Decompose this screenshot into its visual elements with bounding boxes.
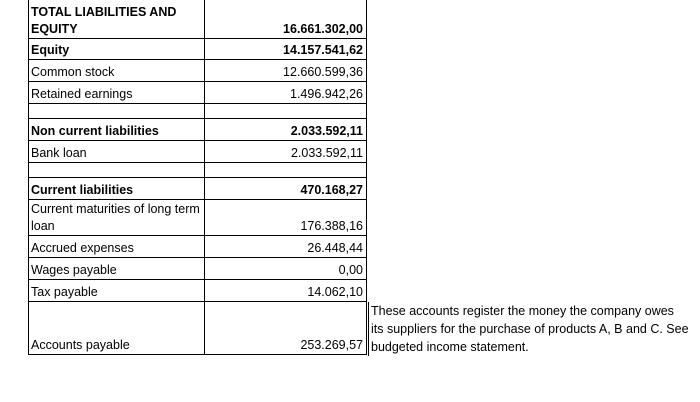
accounts-payable-label: Accounts payable [29, 301, 205, 354]
bank-loan-value: 2.033.592,11 [205, 140, 367, 162]
retained-earnings-value: 1.496.942,26 [205, 81, 367, 103]
table-row [29, 235, 367, 257]
table-row [29, 140, 367, 162]
accounts-payable-value: 253.269,57 [205, 301, 367, 354]
common-stock-value: 12.660.599,36 [205, 59, 367, 81]
non-current-header-row [29, 118, 367, 140]
bank-loan-label: Bank loan [29, 140, 205, 162]
table-row [29, 279, 367, 301]
total-value: 16.661.302,00 [205, 0, 367, 38]
current-value: 470.168,27 [205, 177, 367, 199]
total-label: TOTAL LIABILITIES AND EQUITY [29, 0, 205, 38]
liabilities-equity-table [28, 0, 367, 355]
non-current-label: Non current liabilities [29, 118, 205, 140]
liabilities-table-container [28, 0, 367, 355]
wages-payable-value: 0,00 [205, 257, 367, 279]
spacer-row [29, 162, 367, 177]
total-row [29, 0, 367, 38]
table-row [29, 199, 367, 235]
common-stock-label: Common stock [29, 59, 205, 81]
accounts-payable-note [368, 302, 689, 356]
spacer-row [29, 103, 367, 118]
equity-value: 14.157.541,62 [205, 38, 367, 59]
accrued-expenses-label: Accrued expenses [29, 235, 205, 257]
wages-payable-label: Wages payable [29, 257, 205, 279]
current-maturities-value: 176.388,16 [205, 199, 367, 235]
current-maturities-label: Current maturities of long term loan [29, 199, 205, 235]
non-current-value: 2.033.592,11 [205, 118, 367, 140]
retained-earnings-label: Retained earnings [29, 81, 205, 103]
equity-label: Equity [29, 38, 205, 59]
tax-payable-label: Tax payable [29, 279, 205, 301]
current-header-row [29, 177, 367, 199]
current-label: Current liabilities [29, 177, 205, 199]
table-row [29, 301, 367, 354]
equity-header-row [29, 38, 367, 59]
tax-payable-value: 14.062,10 [205, 279, 367, 301]
note-text: These accounts register the money the company owes its suppliers for the purchase of products A, B and C. See budgeted income statement. [371, 304, 689, 354]
table-row [29, 81, 367, 103]
table-row [29, 257, 367, 279]
table-row [29, 59, 367, 81]
accrued-expenses-value: 26.448,44 [205, 235, 367, 257]
